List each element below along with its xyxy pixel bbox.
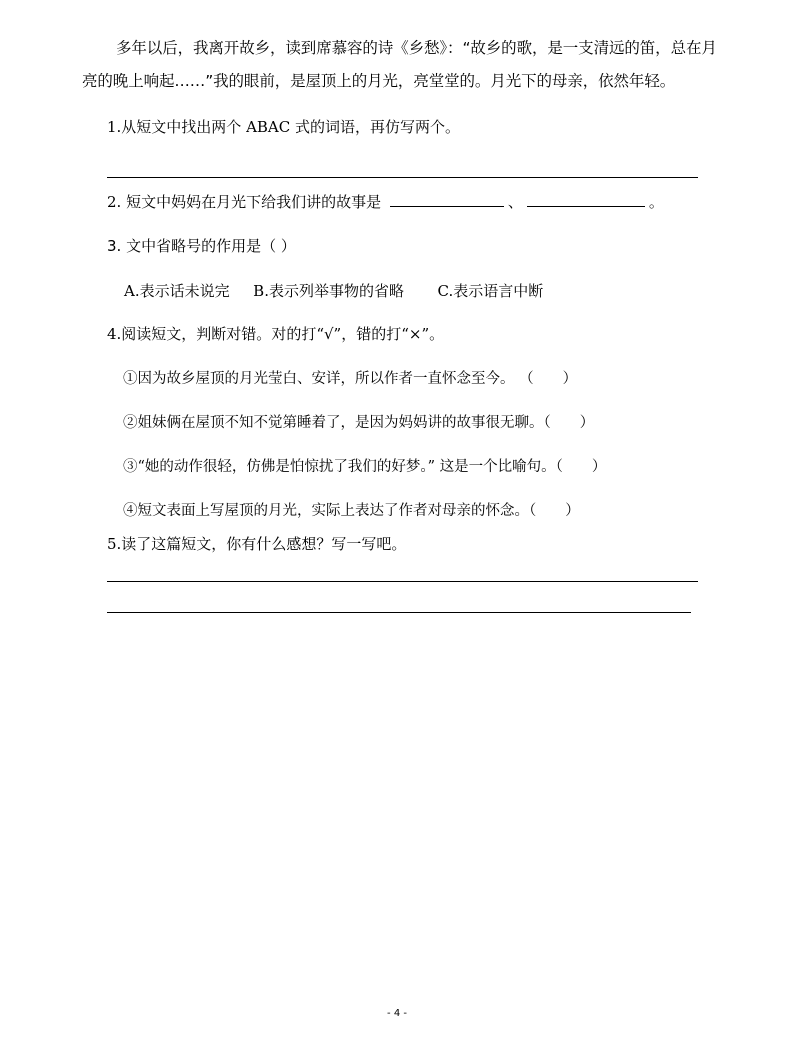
question-5: 5.读了这篇短文，你有什么感想？写一写吧。 — [107, 535, 407, 553]
question-2-prefix: 2. 短文中妈妈在月光下给我们讲的故事是 — [107, 193, 382, 211]
question-2 — [107, 192, 664, 212]
passage-line-2: 亮的晚上响起……”我的眼前，是屋顶上的月光，亮堂堂的。月光下的母亲，依然年轻。 — [82, 72, 676, 90]
question-3-options — [124, 281, 543, 301]
judge-item-3[interactable]: ③“她的动作很轻，仿佛是怕惊扰了我们的好梦。” 这是一个比喻句。（ ） — [123, 459, 607, 475]
answer-blank-q2-2[interactable] — [527, 192, 645, 207]
answer-line-q5-1[interactable] — [107, 581, 698, 582]
answer-line-q1[interactable] — [107, 177, 698, 178]
answer-line-q5-2[interactable] — [107, 612, 691, 613]
question-4: 4.阅读短文，判断对错。对的打“√”，错的打“×”。 — [107, 325, 445, 343]
passage-line-1: 多年以后，我离开故乡，读到席慕容的诗《乡愁》：“故乡的歌，是一支清远的笛，总在月 — [116, 39, 717, 57]
option-a[interactable]: A.表示话未说完 — [124, 282, 230, 300]
answer-blank-q2-1[interactable] — [390, 192, 504, 207]
question-2-suffix: 。 — [648, 193, 664, 211]
question-1: 1.从短文中找出两个 ABAC 式的词语，再仿写两个。 — [107, 118, 461, 136]
option-b[interactable]: B.表示列举事物的省略 — [253, 282, 404, 300]
option-c[interactable]: C.表示语言中断 — [437, 282, 544, 300]
judge-item-2[interactable]: ②姐妹俩在屋顶不知不觉第睡着了，是因为妈妈讲的故事很无聊。（ ） — [123, 415, 595, 431]
question-2-separator: 、 — [507, 193, 523, 211]
judge-item-1[interactable]: ①因为故乡屋顶的月光莹白、安详，所以作者一直怀念至今。 （ ） — [123, 371, 578, 387]
question-3: 3. 文中省略号的作用是（ ） — [107, 237, 296, 255]
page-number: - 4 - — [387, 1008, 407, 1019]
judge-item-4[interactable]: ④短文表面上写屋顶的月光，实际上表达了作者对母亲的怀念。（ ） — [123, 503, 580, 519]
